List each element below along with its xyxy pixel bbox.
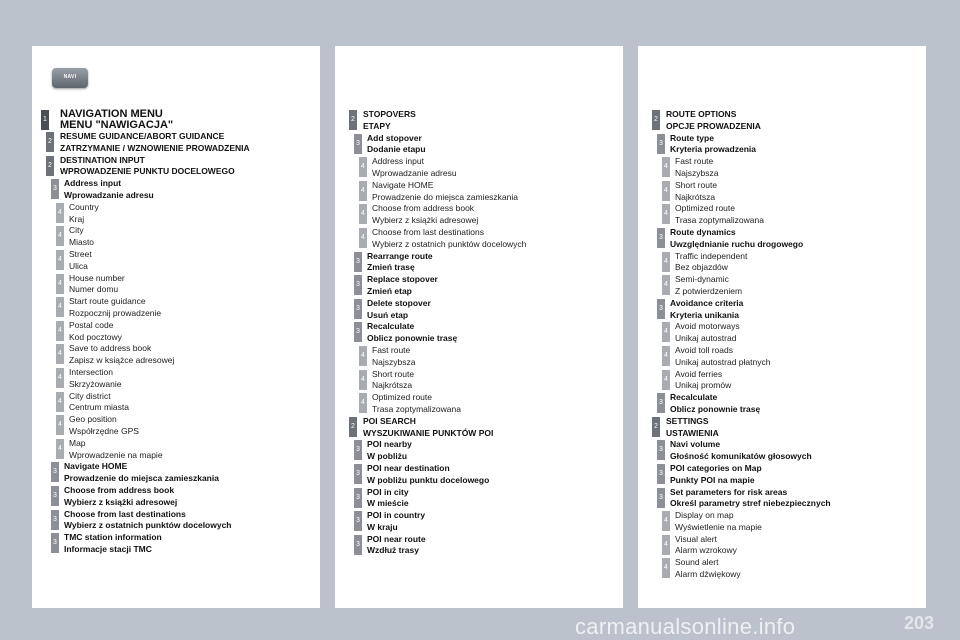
entry-label-pl: Wprowadzenie na mapie <box>69 449 163 460</box>
entry-label-pl: Centrum miasta <box>69 402 129 413</box>
menu-tree-column-3 <box>638 109 926 581</box>
menu-entry <box>32 155 320 179</box>
entry-label-pl: Wprowadzanie adresu <box>64 189 154 200</box>
entry-label-en: RESUME GUIDANCE/ABORT GUIDANCE <box>60 131 225 141</box>
level-badge: 4 <box>56 226 64 246</box>
entry-label-en: Visual alert <box>675 533 717 544</box>
entry-label-pl: Głośność komunikatów głosowych <box>670 451 812 462</box>
level-badge: 3 <box>657 134 665 154</box>
menu-entry <box>335 180 623 204</box>
entry-label-pl: Numer domu <box>69 284 119 295</box>
menu-entry <box>32 296 320 320</box>
menu-entry <box>32 131 320 155</box>
entry-label-pl: Alarm wzrokowy <box>675 545 737 556</box>
level-badge: 4 <box>56 344 64 364</box>
menu-tree-column-2 <box>335 109 623 557</box>
level-badge: 3 <box>657 299 665 319</box>
level-badge: 4 <box>56 439 64 459</box>
entry-label-pl: Określ parametry stref niebezpiecznych <box>670 498 831 509</box>
entry-label-pl: ETAPY <box>363 120 391 131</box>
entry-label-pl: Unikaj promów <box>675 380 732 391</box>
entry-label-pl: Wybierz z książki adresowej <box>64 496 178 507</box>
menu-entry <box>32 343 320 367</box>
navi-button-icon <box>52 68 88 88</box>
level-badge: 4 <box>662 535 670 555</box>
menu-entry <box>638 392 926 416</box>
menu-entry <box>32 391 320 415</box>
entry-label-en: Traffic independent <box>675 250 748 261</box>
entry-label-en: Choose from address book <box>372 203 475 214</box>
entry-label-pl: Współrzędne GPS <box>69 425 139 436</box>
level-badge: 4 <box>56 415 64 435</box>
entry-label-pl: W kraju <box>367 521 398 532</box>
menu-entry <box>638 274 926 298</box>
menu-entry <box>335 133 623 157</box>
menu-entry <box>638 487 926 511</box>
entry-label-en: Navi volume <box>670 439 721 450</box>
menu-entry <box>638 203 926 227</box>
menu-entry <box>32 414 320 438</box>
menu-entry <box>638 439 926 463</box>
entry-label-en: Optimized route <box>675 203 735 214</box>
menu-entry <box>335 321 623 345</box>
entry-label-en: POI in city <box>367 486 409 497</box>
entry-label-en: ROUTE OPTIONS <box>666 109 737 119</box>
level-badge: 4 <box>359 204 367 224</box>
menu-entry <box>638 251 926 275</box>
level-badge: 2 <box>652 417 660 437</box>
level-badge: 4 <box>56 250 64 270</box>
entry-label-en: Short route <box>372 368 415 379</box>
menu-panel-stopovers-poi <box>335 46 623 608</box>
entry-label-en: Delete stopover <box>367 297 431 308</box>
entry-label-en: Choose from last destinations <box>372 226 484 237</box>
entry-label-pl: Unikaj autostrad <box>675 333 737 344</box>
entry-label-en: Address input <box>372 156 424 167</box>
entry-label-en: City <box>69 225 84 236</box>
menu-entry <box>638 416 926 440</box>
menu-entry <box>32 202 320 226</box>
entry-label-en: Semi-dynamic <box>675 274 729 285</box>
level-badge: 4 <box>56 203 64 223</box>
entry-label-en: Avoid motorways <box>675 321 740 332</box>
entry-label-pl: Oblicz ponownie trasę <box>670 403 761 414</box>
menu-entry <box>32 509 320 533</box>
entry-label-pl: Najszybsza <box>372 356 416 367</box>
entry-label-en: Map <box>69 437 86 448</box>
entry-label-pl: Najkrótsza <box>675 191 716 202</box>
level-badge: 4 <box>56 392 64 412</box>
entry-label-pl: Kod pocztowy <box>69 331 122 342</box>
menu-entry <box>32 320 320 344</box>
level-badge: 2 <box>349 417 357 437</box>
level-badge: 3 <box>354 275 362 295</box>
entry-label-pl: Z potwierdzeniem <box>675 285 743 296</box>
entry-label-en: Recalculate <box>367 321 415 332</box>
entry-label-en: Display on map <box>675 510 734 521</box>
entry-label-en: Add stopover <box>367 132 422 143</box>
entry-label-pl: Kryteria prowadzenia <box>670 144 756 155</box>
level-badge: 3 <box>354 440 362 460</box>
entry-label-pl: Skrzyżowanie <box>69 378 122 389</box>
entry-label-en: Navigate HOME <box>64 461 128 472</box>
entry-label-pl: W pobliżu <box>367 451 408 462</box>
level-badge: 4 <box>56 368 64 388</box>
menu-entry <box>638 557 926 581</box>
entry-label-pl: Trasa zoptymalizowana <box>675 215 764 226</box>
entry-label-pl: Wybierz z ostatnich punktów docelowych <box>64 520 232 531</box>
entry-label-en: POI nearby <box>367 439 412 450</box>
entry-label-pl: Zapisz w książce adresowej <box>69 355 175 366</box>
menu-entry <box>32 273 320 297</box>
menu-entry <box>335 416 623 440</box>
menu-entry <box>335 227 623 251</box>
entry-label-pl: Punkty POI na mapie <box>670 474 755 485</box>
level-badge: 4 <box>662 252 670 272</box>
entry-label-pl: Zmień trasę <box>367 262 415 273</box>
level-badge: 4 <box>359 157 367 177</box>
entry-label-en: House number <box>69 272 125 283</box>
entry-label-en: Choose from address book <box>64 484 175 495</box>
menu-entry <box>32 485 320 509</box>
entry-label-pl: Ulica <box>69 260 88 271</box>
menu-entry <box>638 298 926 322</box>
level-badge: 2 <box>652 110 660 130</box>
entry-label-pl: Alarm dźwiękowy <box>675 569 741 580</box>
entry-label-en: TMC station information <box>64 532 162 543</box>
entry-label-pl: Dodanie etapu <box>367 144 426 155</box>
entry-label-en: POI SEARCH <box>363 415 416 426</box>
entry-label-pl: Bez objazdów <box>675 262 728 273</box>
level-badge: 3 <box>354 134 362 154</box>
menu-panel-navigation <box>32 46 320 608</box>
menu-entry <box>32 178 320 202</box>
level-badge: 3 <box>51 179 59 199</box>
menu-entry <box>335 439 623 463</box>
level-badge: 3 <box>354 488 362 508</box>
level-badge: 2 <box>46 156 54 176</box>
entry-label-pl: Wprowadzanie adresu <box>372 167 457 178</box>
menu-entry <box>335 274 623 298</box>
entry-label-en: Address input <box>64 178 122 189</box>
entry-label-pl: MENU "NAWIGACJA" <box>60 119 174 131</box>
level-badge: 3 <box>51 462 59 482</box>
entry-label-en: DESTINATION INPUT <box>60 154 145 165</box>
level-badge: 3 <box>657 228 665 248</box>
level-badge: 3 <box>657 464 665 484</box>
entry-label-en: Replace stopover <box>367 274 438 285</box>
level-badge: 4 <box>56 321 64 341</box>
level-badge: 4 <box>662 275 670 295</box>
entry-label-pl: Informacje stacji TMC <box>64 543 152 554</box>
level-badge: 4 <box>662 511 670 531</box>
level-badge: 3 <box>657 393 665 413</box>
entry-label-en: Recalculate <box>670 392 718 403</box>
entry-label-en: Street <box>69 248 92 259</box>
entry-label-pl: Prowadzenie do miejsca zamieszkania <box>372 191 518 202</box>
menu-entry <box>638 133 926 157</box>
entry-label-pl: Prowadzenie do miejsca zamieszkania <box>64 473 219 484</box>
entry-label-pl: WPROWADZENIE PUNKTU DOCELOWEGO <box>60 166 235 177</box>
entry-label-en: Save to address book <box>69 343 152 354</box>
entry-label-en: Optimized route <box>372 392 432 403</box>
entry-label-en: City district <box>69 390 111 401</box>
menu-entry <box>335 251 623 275</box>
entry-label-pl: Wyświetlenie na mapie <box>675 521 762 532</box>
menu-entry <box>335 369 623 393</box>
navi-button-label: NAVI <box>63 74 77 80</box>
menu-entry <box>638 345 926 369</box>
menu-entry <box>335 534 623 558</box>
entry-label-en: Geo position <box>69 414 117 425</box>
entry-label-pl: Wybierz z książki adresowej <box>372 215 479 226</box>
watermark-text: carmanualsonline.info <box>575 614 796 639</box>
entry-label-pl: Trasa zoptymalizowana <box>372 403 461 414</box>
level-badge: 4 <box>662 204 670 224</box>
entry-label-pl: Usuń etap <box>367 309 409 320</box>
level-badge: 3 <box>354 464 362 484</box>
menu-entry <box>32 438 320 462</box>
entry-label-pl: WYSZUKIWANIE PUNKTÓW POI <box>363 427 494 438</box>
menu-entry <box>335 345 623 369</box>
menu-entry <box>32 249 320 273</box>
menu-entry <box>638 463 926 487</box>
entry-label-pl: ZATRZYMANIE / WZNOWIENIE PROWADZENIA <box>60 142 250 153</box>
entry-label-pl: W pobliżu punktu docelowego <box>367 474 490 485</box>
menu-entry <box>638 227 926 251</box>
menu-entry <box>32 225 320 249</box>
level-badge: 3 <box>657 440 665 460</box>
menu-entry <box>638 180 926 204</box>
menu-entry <box>638 321 926 345</box>
entry-label-pl: Kryteria unikania <box>670 309 739 320</box>
menu-entry <box>32 532 320 556</box>
entry-label-pl: Rozpocznij prowadzenie <box>69 307 162 318</box>
entry-label-en: Avoid toll roads <box>675 344 733 355</box>
menu-entry <box>335 463 623 487</box>
entry-label-en: POI near destination <box>367 462 450 473</box>
menu-entry <box>32 367 320 391</box>
level-badge: 4 <box>662 370 670 390</box>
menu-entry <box>335 510 623 534</box>
menu-entry <box>335 156 623 180</box>
level-badge: 3 <box>354 535 362 555</box>
entry-label-pl: OPCJE PROWADZENIA <box>666 120 761 131</box>
level-badge: 4 <box>662 346 670 366</box>
entry-label-en: Short route <box>675 179 718 190</box>
level-badge: 3 <box>657 488 665 508</box>
level-badge: 4 <box>56 297 64 317</box>
menu-panel-route-options-settings <box>638 46 926 608</box>
entry-label-en: Navigate HOME <box>372 179 434 190</box>
entry-label-pl: Miasto <box>69 237 95 248</box>
entry-label-pl: Najkrótsza <box>372 380 413 391</box>
entry-label-pl: Uwzględnianie ruchu drogowego <box>670 238 804 249</box>
level-badge: 3 <box>51 510 59 530</box>
entry-label-en: Set parameters for risk areas <box>670 486 788 497</box>
level-badge: 4 <box>359 228 367 248</box>
entry-label-en: Intersection <box>69 366 113 377</box>
level-badge: 3 <box>354 252 362 272</box>
page-number: 203 <box>903 613 934 633</box>
entry-label-en: Sound alert <box>675 557 719 568</box>
menu-entry <box>638 156 926 180</box>
menu-entry <box>335 392 623 416</box>
entry-label-en: Fast route <box>675 156 714 167</box>
level-badge: 3 <box>51 486 59 506</box>
level-badge: 4 <box>359 370 367 390</box>
entry-label-en: POI near route <box>367 533 426 544</box>
entry-label-en: SETTINGS <box>666 415 709 426</box>
menu-entry <box>638 109 926 133</box>
level-badge: 3 <box>51 533 59 553</box>
entry-label-pl: Oblicz ponownie trasę <box>367 333 458 344</box>
level-badge: 4 <box>662 322 670 342</box>
level-badge: 2 <box>46 132 54 152</box>
menu-entry <box>638 510 926 534</box>
level-badge: 4 <box>359 393 367 413</box>
level-badge: 4 <box>56 274 64 294</box>
menu-entry <box>32 109 320 131</box>
menu-entry <box>335 298 623 322</box>
entry-label-pl: Zmień etap <box>367 285 412 296</box>
entry-label-en: Postal code <box>69 319 114 330</box>
level-badge: 2 <box>349 110 357 130</box>
menu-entry <box>335 109 623 133</box>
entry-label-en: Start route guidance <box>69 296 146 307</box>
entry-label-en: POI in country <box>367 510 426 521</box>
menu-entry <box>335 203 623 227</box>
level-badge: 1 <box>41 110 49 130</box>
level-badge: 4 <box>359 346 367 366</box>
entry-label-en: POI categories on Map <box>670 462 762 473</box>
entry-label-pl: Unikaj autostrad płatnych <box>675 356 771 367</box>
entry-label-en: Fast route <box>372 344 411 355</box>
entry-label-pl: W mieście <box>367 498 409 509</box>
level-badge: 4 <box>662 181 670 201</box>
menu-entry <box>638 369 926 393</box>
entry-label-en: Avoidance criteria <box>670 297 744 308</box>
menu-entry <box>32 461 320 485</box>
level-badge: 4 <box>662 157 670 177</box>
entry-label-en: Route dynamics <box>670 226 736 237</box>
entry-label-pl: Kraj <box>69 213 85 224</box>
menu-entry <box>638 534 926 558</box>
entry-label-en: Route type <box>670 132 714 143</box>
level-badge: 3 <box>354 299 362 319</box>
entry-label-pl: Wzdłuż trasy <box>367 545 419 556</box>
entry-label-en: Avoid ferries <box>675 368 723 379</box>
entry-label-en: NAVIGATION MENU <box>60 108 163 120</box>
menu-entry <box>335 487 623 511</box>
entry-label-en: Country <box>69 201 99 212</box>
level-badge: 3 <box>354 511 362 531</box>
entry-label-en: Choose from last destinations <box>64 508 186 519</box>
entry-label-pl: Najszybsza <box>675 167 719 178</box>
menu-tree-column-1 <box>32 109 320 556</box>
entry-label-en: STOPOVERS <box>363 109 416 119</box>
entry-label-pl: USTAWIENIA <box>666 427 719 438</box>
entry-label-en: Rearrange route <box>367 250 433 261</box>
level-badge: 3 <box>354 322 362 342</box>
level-badge: 4 <box>359 181 367 201</box>
level-badge: 4 <box>662 558 670 578</box>
entry-label-pl: Wybierz z ostatnich punktów docelowych <box>372 238 527 249</box>
